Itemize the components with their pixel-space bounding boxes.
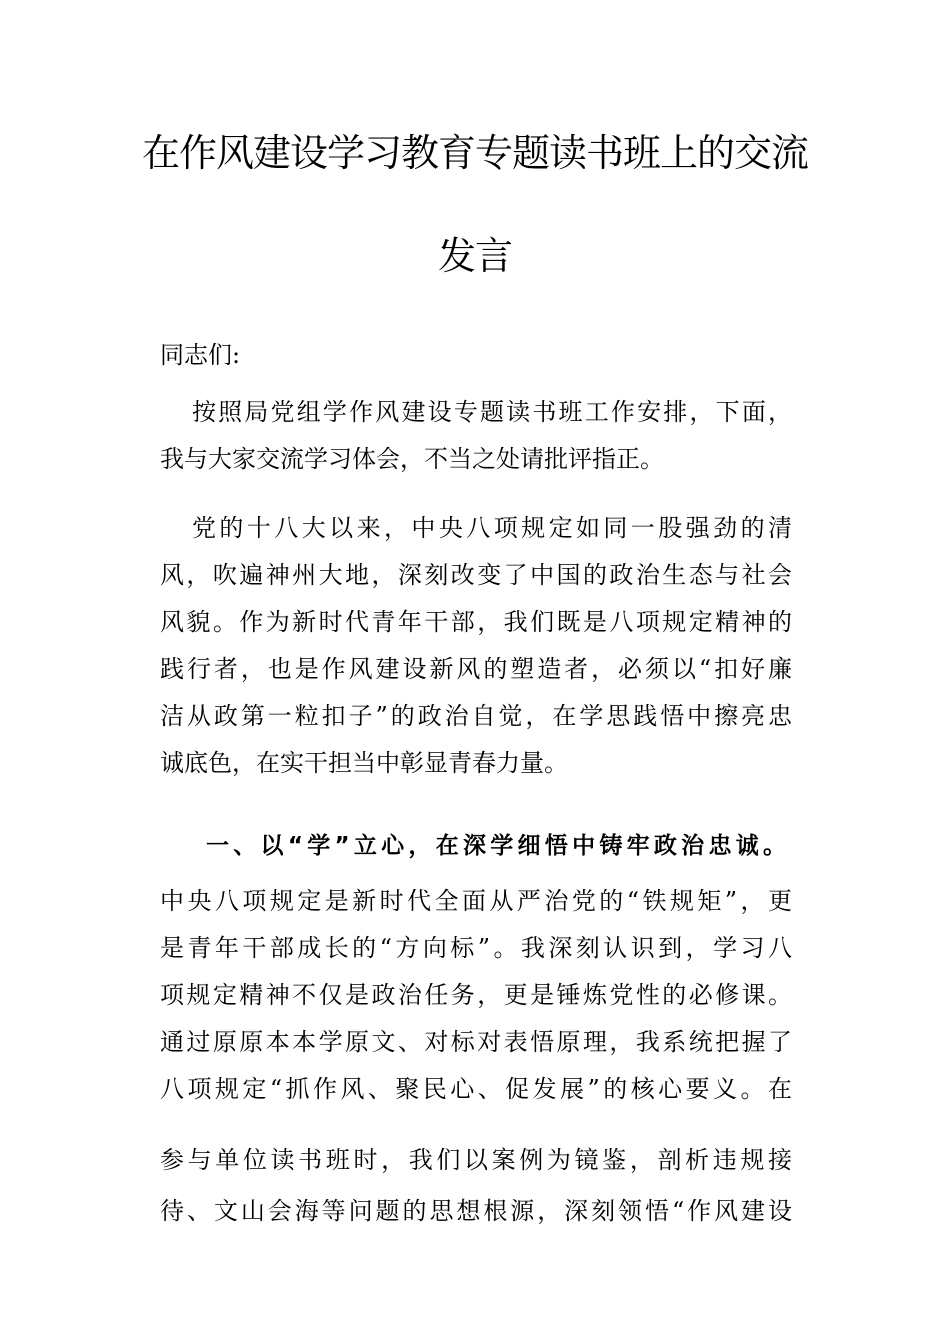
paragraph-2-line-1: 党的十八大以来，中央八项规定如同一股强劲的清 [192,514,792,542]
section-1-line-6: 参与单位读书班时，我们以案例为镜鉴，剖析违规接 [160,1146,792,1174]
document-title-line-1: 在作风建设学习教育专题读书班上的交流 [141,131,808,175]
section-1-line-3: 项规定精神不仅是政治任务，更是锤炼党性的必修课。 [160,981,792,1009]
paragraph-1-line-1: 按照局党组学作风建设专题读书班工作安排，下面， [192,398,792,426]
section-1-heading: 一、以“学”立心，在深学细悟中铸牢政治忠诚。 [206,833,786,859]
section-1-line-5: 八项规定“抓作风、聚民心、促发展”的核心要义。在 [160,1075,792,1103]
paragraph-2-line-3: 风貌。作为新时代青年干部，我们既是八项规定精神的 [160,608,792,636]
section-1-line-4: 通过原原本本学原文、对标对表悟原理，我系统把握了 [160,1028,792,1056]
section-1-line-2: 是青年干部成长的“方向标”。我深刻认识到，学习八 [160,934,792,962]
paragraph-2-line-2: 风，吹遍神州大地，深刻改变了中国的政治生态与社会 [160,561,792,589]
salutation: 同志们: [160,341,241,369]
section-1-line-1: 中央八项规定是新时代全面从严治党的“铁规矩”，更 [160,887,792,915]
paragraph-2-line-6: 诚底色，在实干担当中彰显青春力量。 [160,749,568,777]
section-1-line-7: 待、文山会海等问题的思想根源，深刻领悟“作风建设 [160,1197,792,1225]
paragraph-2-line-5: 洁从政第一粒扣子”的政治自觉，在学思践悟中擦亮忠 [160,702,792,730]
paragraph-1-line-2: 我与大家交流学习体会，不当之处请批评指正。 [160,445,664,473]
document-title-line-2: 发言 [437,234,512,278]
paragraph-2-line-4: 践行者，也是作风建设新风的塑造者，必须以“扣好廉 [160,655,792,683]
